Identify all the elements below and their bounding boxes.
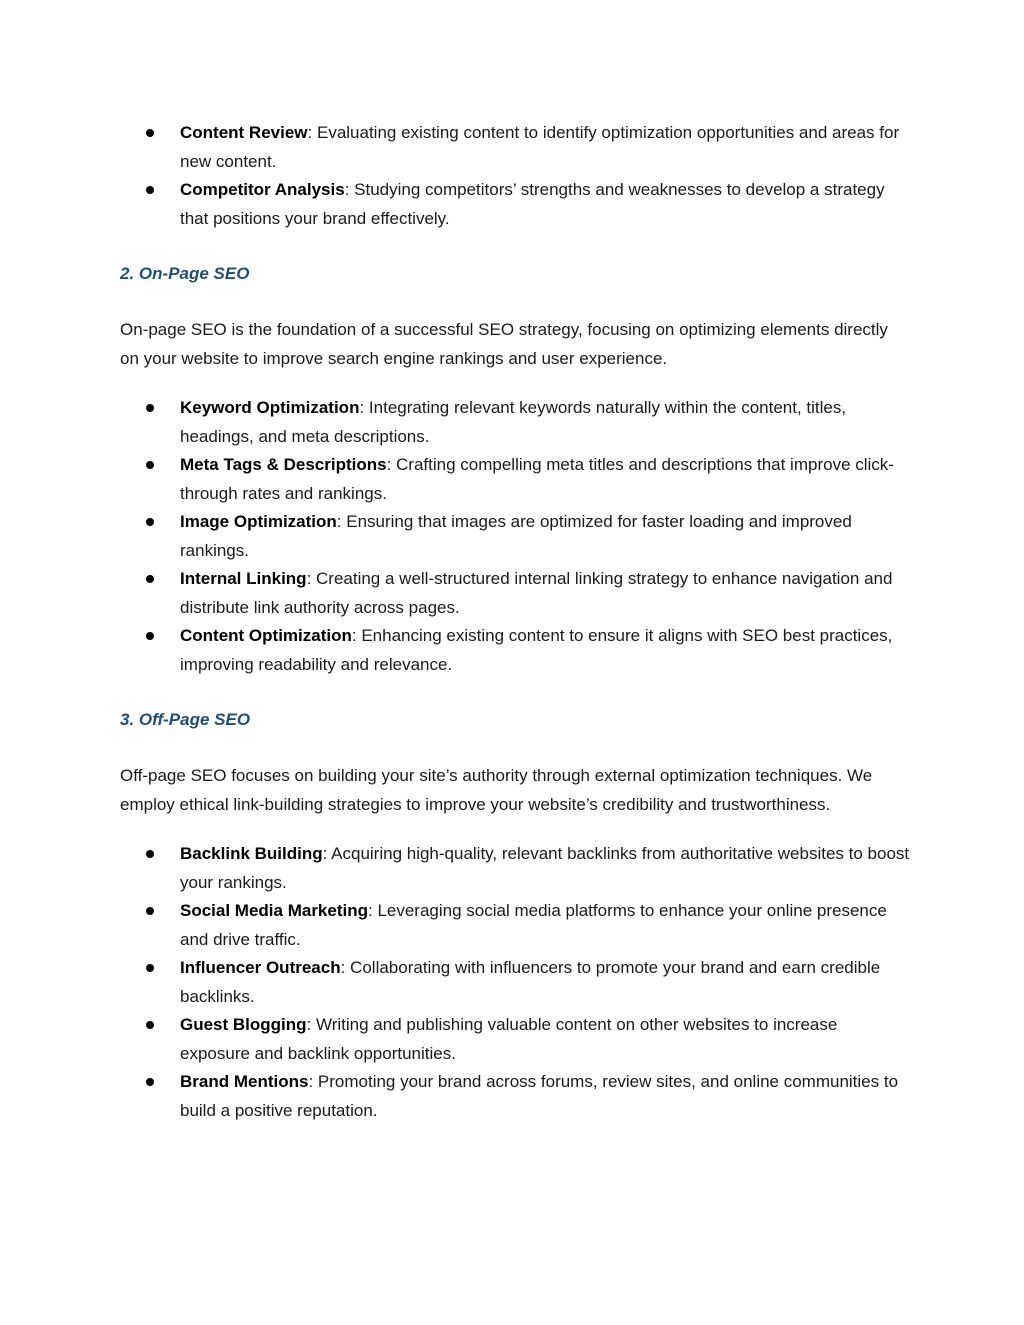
list-item: [180, 119, 910, 176]
list-item: [180, 622, 910, 679]
bullet-icon: [146, 518, 154, 526]
bullet-description: : Creating a well-structured internal linking strategy to enhance navigation and distribute link authority across pages.: [180, 569, 893, 617]
list-item: [180, 451, 910, 508]
bullet-icon: [146, 404, 154, 412]
bullet-description: : Evaluating existing content to identify optimization opportunities and areas for new content.: [180, 123, 900, 171]
bullet-description: : Promoting your brand across forums, review sites, and online communities to build a positive reputation.: [180, 1072, 899, 1120]
bullet-icon: [146, 850, 154, 858]
bullet-icon: [146, 461, 154, 469]
bullet-description: : Acquiring high-quality, relevant backlinks from authoritative websites to boost your rankings.: [180, 844, 910, 892]
bullet-icon: [146, 1078, 154, 1086]
bullet-description: : Collaborating with influencers to promote your brand and earn credible backlinks.: [180, 958, 881, 1006]
bullet-icon: [146, 1021, 154, 1029]
bullet-term: Content Optimization: [180, 626, 352, 645]
bullet-icon: [146, 129, 154, 137]
on-page-paragraph: On-page SEO is the foundation of a successful SEO strategy, focusing on optimizing elements directly on your website to improve search engine rankings and user experience.: [120, 320, 888, 368]
bullet-term: Keyword Optimization: [180, 398, 360, 417]
list-item: [180, 394, 910, 451]
bullet-term: Backlink Building: [180, 844, 323, 863]
list-item: [180, 897, 910, 954]
list-item: [180, 1011, 910, 1068]
bullet-description: : Crafting compelling meta titles and descriptions that improve click-through rates and rankings.: [180, 455, 894, 503]
bullet-term: Competitor Analysis: [180, 180, 345, 199]
bullet-icon: [146, 186, 154, 194]
bullet-description: : Writing and publishing valuable content on other websites to increase exposure and backlink opportunities.: [180, 1015, 838, 1063]
list-item: [180, 508, 910, 565]
section-heading-off-page-seo: 3. Off-Page SEO: [120, 710, 251, 729]
page-content: [120, 119, 910, 1125]
bullet-term: Content Review: [180, 123, 308, 142]
bullet-term: Image Optimization: [180, 512, 337, 531]
bullet-term: Brand Mentions: [180, 1072, 309, 1091]
bullet-icon: [146, 964, 154, 972]
bullet-term: Internal Linking: [180, 569, 307, 588]
off-page-bullet-list: [120, 840, 910, 1125]
bullet-icon: [146, 632, 154, 640]
off-page-paragraph: Off-page SEO focuses on building your site’s authority through external optimization techniques. We employ ethical link-building strategies to improve your website’s credibility and trustworthiness.: [120, 766, 873, 814]
bullet-description: : Enhancing existing content to ensure it aligns with SEO best practices, improving readability and relevance.: [180, 626, 893, 674]
bullet-icon: [146, 575, 154, 583]
bullet-term: Meta Tags & Descriptions: [180, 455, 387, 474]
section-heading-on-page-seo: 2. On-Page SEO: [120, 264, 250, 283]
on-page-bullet-list: [120, 394, 910, 679]
intro-bullet-list: [120, 119, 910, 233]
list-item: [180, 840, 910, 897]
list-item: [180, 954, 910, 1011]
list-item: [180, 1068, 910, 1125]
bullet-description: : Leveraging social media platforms to enhance your online presence and drive traffic.: [180, 901, 887, 949]
bullet-description: : Ensuring that images are optimized for faster loading and improved rankings.: [180, 512, 852, 560]
list-item: [180, 565, 910, 622]
bullet-term: Influencer Outreach: [180, 958, 341, 977]
bullet-description: : Integrating relevant keywords naturally within the content, titles, headings, and meta descriptions.: [180, 398, 847, 446]
bullet-term: Guest Blogging: [180, 1015, 307, 1034]
bullet-term: Social Media Marketing: [180, 901, 368, 920]
bullet-icon: [146, 907, 154, 915]
list-item: [180, 176, 910, 233]
bullet-description: : Studying competitors’ strengths and weaknesses to develop a strategy that positions your brand effectively.: [180, 180, 885, 228]
